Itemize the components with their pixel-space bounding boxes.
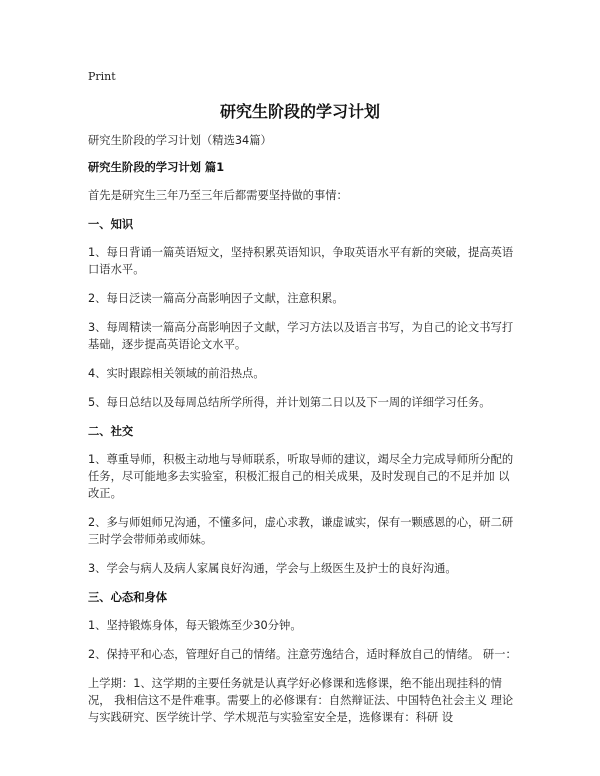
knowledge-item: 2、每日泛读一篇高分高影响因子文献，注意积累。 [88, 292, 344, 305]
document-body [88, 132, 520, 736]
knowledge-item: 4、实时跟踪相关领域的前沿热点。 [88, 367, 265, 380]
social-item: 3、学会与病人及病人家属良好沟通，学会与上级医生及护士的良好沟通。 [88, 562, 457, 575]
semester-paragraph: 上学期：1、这学期的主要任务就是认真学好必修课和选修课，绝不能出现挂科的情况， 我相信这不是件难事。需要上的必修课有：自然辩证法、中国特色社会主义 理论与实践研究、医学统计学、学术规范与实验室安全是，选修课有：科研 设 [88, 677, 514, 724]
section-heading-mind-body: 三、心态和身体 [88, 591, 168, 604]
section-heading-knowledge: 一、知识 [88, 218, 134, 231]
social-item: 1、尊重导师，积极主动地与导师联系，听取导师的建议，竭尽全力完成导师所分配的 任务，尽可能地多去实验室，积极汇报自己的相关成果，及时发现自己的不足并加 以改正。 [88, 453, 514, 500]
intro-paragraph: 首先是研究生三年乃至三年后都需要坚持做的事情： [88, 189, 348, 202]
document-subtitle: 研究生阶段的学习计划（精选34篇） [88, 134, 272, 147]
document-title: 研究生阶段的学习计划 [219, 102, 380, 121]
social-item: 2、多与师姐师兄沟通，不懂多问，虚心求教，谦虚诚实，保有一颗感恩的心，研二研 三时学会带师弟或师妹。 [88, 516, 514, 546]
section-heading-social: 二、社交 [88, 425, 134, 438]
knowledge-item: 5、每日总结以及每周总结所学所得，并计划第二日以及下一周的详细学习任务。 [88, 396, 491, 409]
article-title: 研究生阶段的学习计划 篇1 [88, 161, 225, 174]
knowledge-item: 1、每日背诵一篇英语短文，坚持积累英语知识，争取英语水平有新的突破，提高英语 口语水平。 [88, 246, 514, 276]
mind-body-item: 2、保持平和心态，管理好自己的情绪。注意劳逸结合，适时释放自己的情绪。 研一： [88, 648, 517, 661]
mind-body-item: 1、坚持锻炼身体，每天锻炼至少30分钟。 [88, 619, 302, 632]
knowledge-item: 3、每周精读一篇高分高影响因子文献，学习方法以及语言书写，为自己的论文书写打 基础，逐步提高英语论文水平。 [88, 321, 514, 351]
print-label[interactable]: Print [88, 70, 116, 83]
